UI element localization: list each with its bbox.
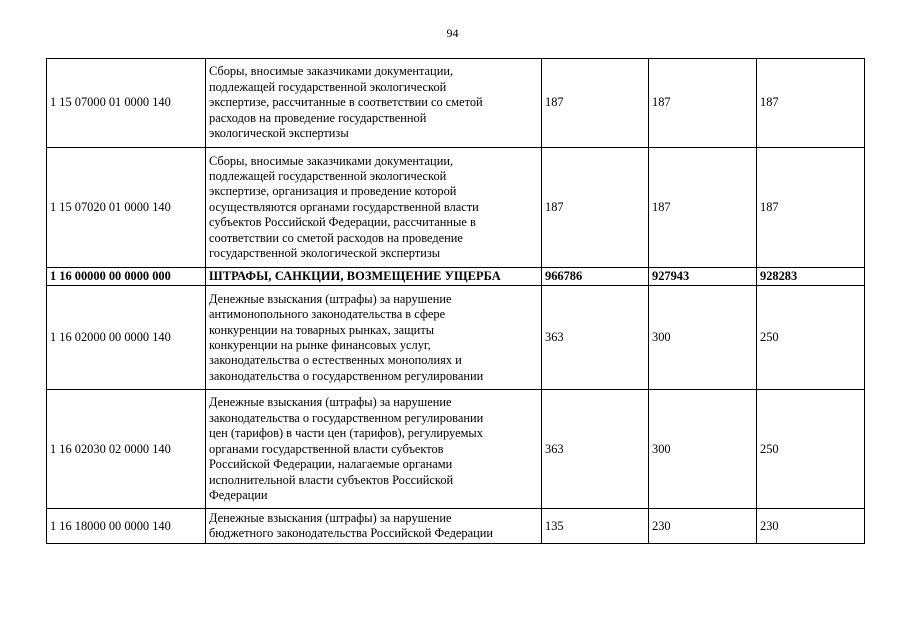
amount-year-3: 187 [757, 148, 865, 268]
table-row [47, 509, 865, 544]
revenue-name-line: законодательства о государственном регулировании [209, 410, 484, 425]
revenue-name [206, 268, 542, 286]
revenue-name-line: Денежные взыскания (штрафы) за нарушение [209, 395, 452, 410]
revenue-name-line: исполнительной власти субъектов Российской [209, 472, 454, 487]
revenue-name [206, 286, 542, 390]
budget-classification-code: 1 16 02030 02 0000 140 [47, 390, 206, 509]
revenue-name-line: соответствии со сметой расходов на проведение [209, 230, 463, 245]
table-row-section-total [47, 268, 865, 286]
budget-classification-code: 1 16 02000 00 0000 140 [47, 286, 206, 390]
amount-year-2: 187 [649, 148, 757, 268]
amount-year-2: 230 [649, 509, 757, 544]
revenue-name-line: конкуренции на рынке финансовых услуг, [209, 337, 431, 352]
revenue-name-line: Сборы, вносимые заказчиками документации, [209, 64, 454, 79]
amount-year-1: 187 [542, 59, 649, 148]
revenue-name-line: законодательства о естественных монополиях и [209, 353, 462, 368]
table-row [47, 59, 865, 148]
revenue-name-line: экспертизе, организация и проведение которой [209, 184, 457, 199]
revenue-name [206, 509, 542, 544]
table-row [47, 148, 865, 268]
revenue-name-line: Сборы, вносимые заказчиками документации, [209, 153, 454, 168]
amount-year-3: 187 [757, 59, 865, 148]
revenue-name-line: Денежные взыскания (штрафы) за нарушение [209, 291, 452, 306]
amount-year-1: 187 [542, 148, 649, 268]
table-row [47, 286, 865, 390]
revenue-name-line: бюджетного законодательства Российской Федерации [209, 526, 493, 541]
revenue-name-line: государственной экологической экспертизы [209, 246, 441, 261]
revenue-name-line: конкуренции на товарных рынках, защиты [209, 322, 435, 337]
revenue-name-line: органами государственной власти субъектов [209, 441, 444, 456]
amount-year-1: 135 [542, 509, 649, 544]
budget-classification-code: 1 16 18000 00 0000 140 [47, 509, 206, 544]
budget-revenue-table [46, 58, 865, 544]
amount-year-2: 300 [649, 390, 757, 509]
page-number: 94 [446, 26, 459, 40]
amount-year-3: 230 [757, 509, 865, 544]
revenue-name-line: цен (тарифов) в части цен (тарифов), регулируемых [209, 426, 483, 441]
revenue-name-line: законодательства о государственном регулировании [209, 368, 484, 383]
amount-year-3: 250 [757, 286, 865, 390]
revenue-name-line: Денежные взыскания (штрафы) за нарушение [209, 511, 452, 525]
amount-year-1: 363 [542, 390, 649, 509]
amount-year-2: 927943 [649, 268, 757, 286]
revenue-name [206, 148, 542, 268]
revenue-name-line: расходов на проведение государственной [209, 110, 427, 125]
amount-year-1: 363 [542, 286, 649, 390]
revenue-name-line: подлежащей государственной экологической [209, 79, 447, 94]
table-row [47, 390, 865, 509]
revenue-name [206, 59, 542, 148]
amount-year-3: 928283 [757, 268, 865, 286]
revenue-name-line: антимонопольного законодательства в сфере [209, 307, 446, 322]
revenue-name-line: экологической экспертизы [209, 126, 349, 141]
revenue-name [206, 390, 542, 509]
revenue-name-line: осуществляются органами государственной власти [209, 199, 479, 214]
amount-year-2: 300 [649, 286, 757, 390]
revenue-name-line: экспертизе, рассчитанные в соответствии со сметой [209, 95, 483, 110]
budget-classification-code: 1 15 07000 01 0000 140 [47, 59, 206, 148]
revenue-name-line: субъектов Российской Федерации, рассчитанные в [209, 215, 476, 230]
revenue-name-line: Федерации [209, 487, 268, 502]
revenue-name-line: подлежащей государственной экологической [209, 168, 447, 183]
amount-year-2: 187 [649, 59, 757, 148]
amount-year-3: 250 [757, 390, 865, 509]
budget-classification-code: 1 15 07020 01 0000 140 [47, 148, 206, 268]
revenue-name-line: ШТРАФЫ, САНКЦИИ, ВОЗМЕЩЕНИЕ УЩЕРБА [209, 269, 501, 283]
budget-classification-code: 1 16 00000 00 0000 000 [47, 268, 206, 286]
revenue-name-line: Российской Федерации, налагаемые органами [209, 457, 453, 472]
amount-year-1: 966786 [542, 268, 649, 286]
